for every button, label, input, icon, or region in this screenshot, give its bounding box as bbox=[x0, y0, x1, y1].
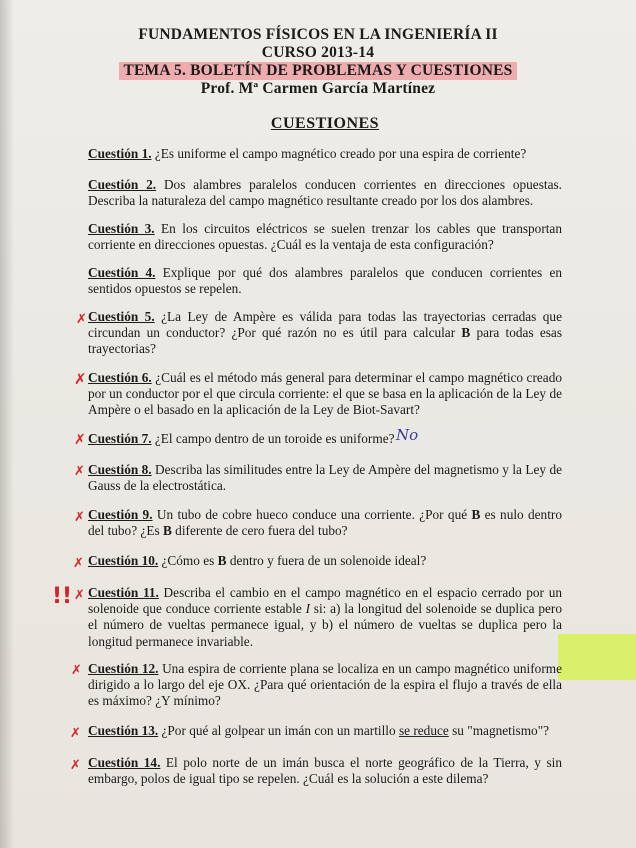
question-label: Cuestión 9. bbox=[88, 507, 153, 522]
question-text: ¿Es uniforme el campo magnético creado por una espira de corriente? bbox=[151, 146, 527, 161]
question-9 bbox=[88, 507, 562, 539]
course-year: CURSO 2013-14 bbox=[261, 44, 375, 61]
question-label: Cuestión 7. bbox=[88, 431, 152, 446]
course-title: FUNDAMENTOS FÍSICOS EN LA INGENIERÍA II bbox=[138, 26, 498, 43]
question-text: ¿La Ley de Ampère es válida para todas las trayectorias cerradas que circundan un conductor? ¿Por qué razón no es útil para calcular bbox=[88, 309, 562, 341]
question-text: Explique por qué dos alambres paralelos que conducen corrientes en sentidos opuestos se repelen. bbox=[88, 265, 562, 297]
question-text: Un tubo de cobre hueco conduce una corriente. ¿Por qué bbox=[152, 507, 472, 522]
cross-mark-icon: ✗ bbox=[70, 726, 81, 741]
question-10 bbox=[88, 553, 562, 569]
cross-mark-icon: ✗ bbox=[71, 663, 82, 678]
question-8 bbox=[88, 462, 562, 494]
question-label: Cuestión 3. bbox=[88, 221, 155, 236]
exclamation-marks: !! bbox=[52, 584, 73, 609]
question-label: Cuestión 4. bbox=[88, 265, 156, 280]
question-text: su "magnetismo"? bbox=[448, 723, 550, 738]
document-header bbox=[0, 26, 636, 98]
handwritten-no-note: No bbox=[396, 426, 419, 444]
professor-name: Prof. Mª Carmen García Martínez bbox=[200, 80, 436, 97]
cross-mark-icon: ✗ bbox=[74, 510, 85, 525]
question-text: Dos alambres paralelos conducen corrientes en direcciones opuestas. Describa la naturaleza del campo magnético resultante creado por los dos alambres. bbox=[88, 177, 562, 209]
question-text: ¿Cuál es el método más general para determinar el campo magnético creado por un conductor por el que circula corriente: el que se basa en la aplicación de la Ley de Ampère o el basado en la aplicación de la Ley de Biot-Savart? bbox=[88, 370, 562, 418]
question-label: Cuestión 10. bbox=[88, 553, 159, 568]
question-text: si: a) la longitud del solenoide se duplica pero el número de vueltas permanece igual, y b) el número de vueltas se duplica pero la longitud permanece invariable. bbox=[88, 601, 562, 649]
question-label: Cuestión 8. bbox=[88, 462, 152, 477]
question-text: ¿El campo dentro de un toroide es uniforme? bbox=[151, 431, 395, 446]
cross-mark-icon: ✗ bbox=[74, 432, 86, 448]
cross-mark-icon: ✗ bbox=[70, 758, 81, 773]
question-6 bbox=[88, 370, 562, 419]
symbol-b: B bbox=[461, 325, 471, 341]
question-text: es nulo dentro del tubo? ¿Es bbox=[88, 507, 562, 539]
question-label: Cuestión 14. bbox=[88, 755, 161, 770]
question-text: ¿Cómo es bbox=[158, 553, 218, 568]
question-11 bbox=[88, 585, 562, 650]
topic-title: TEMA 5. BOLETÍN DE PROBLEMAS Y CUESTIONES bbox=[119, 62, 516, 80]
question-text: ¿Por qué al golpear un imán con un martillo bbox=[158, 723, 399, 738]
question-7 bbox=[88, 431, 562, 447]
question-text: diferente de cero fuera del tubo? bbox=[171, 523, 348, 539]
section-title: CUESTIONES bbox=[270, 115, 380, 132]
question-text: para todas esas trayectorias? bbox=[88, 325, 562, 357]
question-label: Cuestión 5. bbox=[88, 309, 155, 324]
question-label: Cuestión 6. bbox=[88, 370, 152, 385]
question-14 bbox=[88, 755, 562, 787]
symbol-b: B bbox=[162, 523, 172, 539]
symbol-b: B bbox=[471, 507, 481, 522]
question-3 bbox=[88, 221, 562, 253]
question-label: Cuestión 13. bbox=[88, 723, 159, 738]
question-label: Cuestión 12. bbox=[88, 661, 159, 676]
cross-mark-icon: ✗ bbox=[74, 588, 85, 603]
underlined-phrase: se reduce bbox=[398, 723, 449, 738]
symbol-i: I bbox=[305, 601, 311, 617]
question-5 bbox=[88, 309, 562, 358]
question-text: En los circuitos eléctricos se suelen trenzar los cables que transportan corriente en direcciones opuestas. ¿Cuál es la ventaja de esta configuración? bbox=[88, 221, 562, 253]
question-text: El polo norte de un imán busca el norte geográfico de la Tierra, y sin embargo, polos de igual tipo se repelen. ¿Cuál es la solución a este dilema? bbox=[88, 755, 562, 787]
symbol-b: B bbox=[217, 553, 227, 568]
question-4 bbox=[88, 265, 562, 297]
sticky-note bbox=[558, 634, 636, 680]
cross-mark-icon: ✗ bbox=[76, 312, 87, 327]
question-1 bbox=[88, 146, 562, 162]
cross-mark-icon: ✗ bbox=[74, 370, 87, 388]
question-text: dentro y fuera de un solenoide ideal? bbox=[226, 553, 427, 568]
question-label: Cuestión 1. bbox=[88, 146, 152, 161]
question-12 bbox=[88, 661, 562, 710]
question-label: Cuestión 11. bbox=[88, 585, 159, 600]
question-label: Cuestión 2. bbox=[88, 177, 157, 192]
question-13 bbox=[88, 723, 562, 739]
question-2 bbox=[88, 177, 562, 209]
question-text: Una espira de corriente plana se localiza en un campo magnético uniforme dirigido a lo largo del eje OX. ¿Para qué orientación de la espira el flujo a través de ella es máximo? ¿Y mínimo? bbox=[88, 661, 562, 709]
question-text: Describa las similitudes entre la Ley de Ampère del magnetismo y la Ley de Gauss de la electrostática. bbox=[88, 462, 562, 494]
question-text: Describa el cambio en el campo magnético en el espacio cerrado por un solenoide que conduce corriente estable bbox=[88, 585, 562, 617]
cross-mark-icon: ✗ bbox=[73, 556, 84, 571]
cross-mark-icon: ✗ bbox=[74, 464, 85, 479]
